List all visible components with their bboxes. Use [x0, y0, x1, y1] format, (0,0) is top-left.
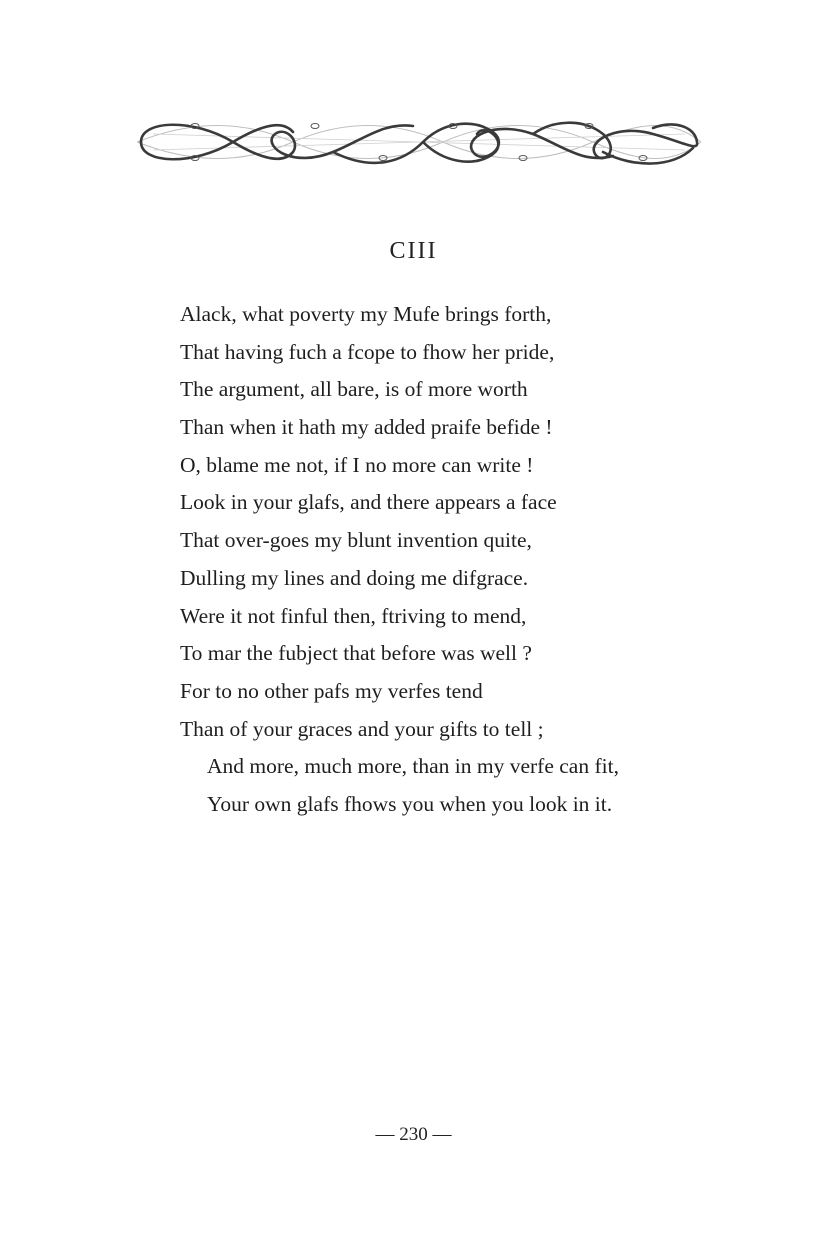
poem-line: To mar the fubject that before was well ? — [180, 641, 532, 666]
poem-line: Look in your glafs, and there appears a face — [180, 490, 557, 515]
sonnet-number: CIII — [389, 238, 438, 264]
scroll-ornament-icon — [133, 112, 705, 172]
poem-line: O, blame me not, if I no more can write ! — [180, 452, 534, 477]
sonnet-text — [180, 296, 740, 824]
poem-line: That over-goes my blunt invention quite, — [180, 528, 532, 553]
couplet-line: And more, much more, than in my verfe can fit, — [207, 754, 619, 779]
poem-line: Were it not finful then, ftriving to mend, — [180, 603, 527, 628]
page-number: — 230 — — [375, 1124, 452, 1145]
poem-line: Than of your graces and your gifts to tell ; — [180, 716, 544, 741]
poem-line: That having fuch a fcope to fhow her pride, — [180, 339, 555, 364]
poem-line: The argument, all bare, is of more worth — [180, 377, 528, 402]
poem-line: Dulling my lines and doing me difgrace. — [180, 565, 529, 590]
poem-line: Than when it hath my added praife befide ! — [180, 415, 553, 440]
couplet-line: Your own glafs fhows you when you look in it. — [207, 791, 613, 816]
poem-line: For to no other pafs my verfes tend — [180, 678, 483, 703]
poem-line: Alack, what poverty my Mufe brings forth, — [180, 302, 552, 326]
